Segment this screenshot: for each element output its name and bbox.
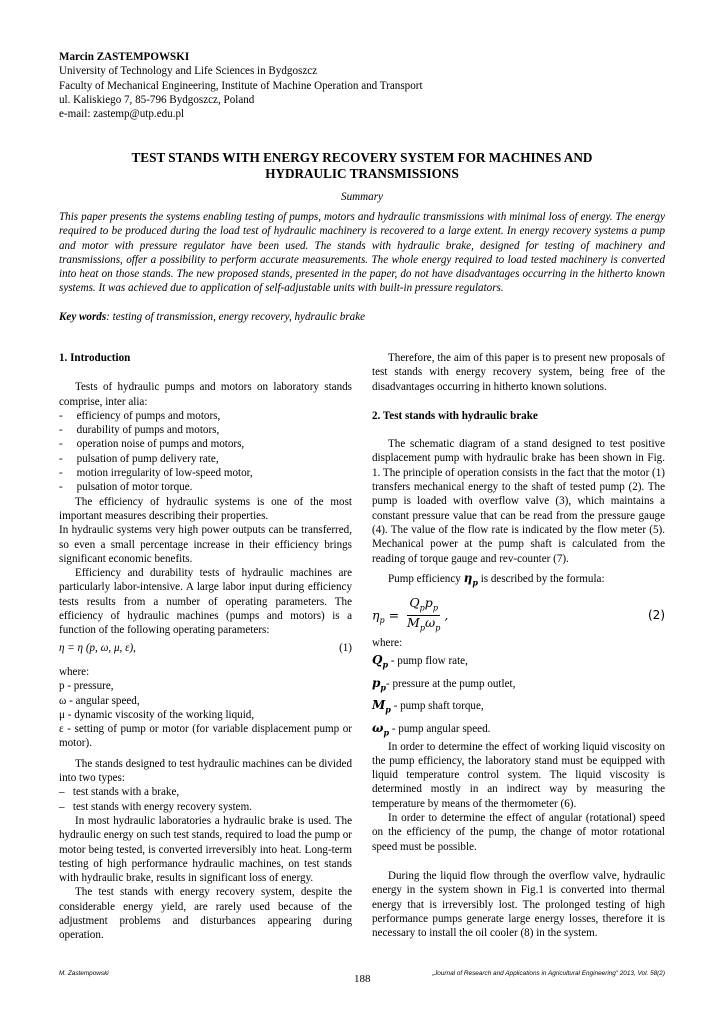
paragraph: The stands designed to test hydraulic machines can be divided into two types: [59,757,352,785]
stand-types-list [59,785,352,814]
list-item: – test stands with a brake, [59,786,180,799]
list-item: - efficiency of pumps and motors, [59,409,221,422]
formula-2 [372,596,665,636]
title-line-1: TEST STANDS WITH ENERGY RECOVERY SYSTEM FOR MACHINES AND [131,150,593,165]
variable-definition: p - pressure, [59,680,114,693]
author-email: e-mail: zastemp@utp.edu.pl [59,108,185,121]
paragraph: Pump efficiency $\eta_p$ is described by the formula: [388,570,605,588]
list-item: - pulsation of motor torque. [59,481,193,494]
list-item: - pulsation of pump delivery rate, [59,452,219,465]
paragraph: In order to determine the effect of angular (rotational) speed on the efficiency of the pump, the change of motor rotational speed must be possible. [372,812,665,853]
variable-definition: $M_p$ - pump shaft torque, [372,698,484,715]
paragraph: During the liquid flow through the overflow valve, hydraulic energy in the system shown in Fig.1 is converted into thermal energy that is irreversibly lost. The prolonged testing of high performance pumps generate large energy losses, therefore it is necessary to install the oil cooler (8) in the system. [372,869,665,940]
formula-2-number: (2) [648,608,665,623]
left-column [59,351,352,943]
variable-definition: $Q_p$ - pump flow rate, [372,652,468,670]
section-heading-hydraulic-brake: 2. Test stands with hydraulic brake [372,409,538,422]
author-address: ul. Kaliskiego 7, 85-796 Bydgoszcz, Poland [59,93,255,106]
keywords-text: : testing of transmission, energy recovery, hydraulic brake [106,311,366,323]
paragraph: In order to determine the effect of working liquid viscosity on the pump efficiency, the laboratory stand must be equipped with liquid temperature control system. The liquid viscosity is determined mostly in an indirect way by measuring the temperature by means of the thermometer (6). [372,740,665,810]
formula-1-expression: η = η (p, ω, μ, ε), [59,641,136,654]
paragraph: In most hydraulic laboratories a hydraulic brake is used. The hydraulic energy on such test stands, required to load the pump or motor being tested, is converted irreversibly into heat. Long-term testing of high performance hydraulic machines, on test stands with hydraulic brake, results in significant loss of energy. [59,814,352,885]
affiliation-faculty: Faculty of Mechanical Engineering, Institute of Machine Operation and Transport [59,79,423,92]
footer-author: M. Zastempowski [59,970,109,977]
paragraph: Tests of hydraulic pumps and motors on laboratory stands comprise, inter alia: [59,381,352,408]
variable-definition: $\omega_p$ - pump angular speed. [372,720,491,738]
paragraph: Therefore, the aim of this paper is to present new proposals of test stands with energy recovery system, being free of the disadvantages occurring in hitherto known solutions. [372,352,665,393]
formula-1 [59,641,352,655]
list-item: - operation noise of pumps and motors, [59,438,245,451]
list-item: - durability of pumps and motors, [59,424,220,437]
paragraph: In hydraulic systems very high power outputs can be transferred, so even a small percentage increase in their efficiency brings significant economic benefits. [59,524,352,565]
variable-definition: μ - dynamic viscosity of the working liquid, [59,708,255,721]
variable-definition: ω - angular speed, [59,694,140,707]
footer-journal: „Journal of Research and Applications in Agricultural Engineering” 2013, Vol. 58(2) [431,970,665,977]
paper-title [59,150,665,182]
right-column [372,351,665,940]
author-name: Marcin ZASTEMPOWSKI [59,51,190,63]
keywords [59,310,665,324]
section-heading-introduction: 1. Introduction [59,352,131,364]
where-label: where: [372,636,403,649]
where-label: where: [59,665,90,678]
variable-definition: ε - setting of pump or motor (for variable displacement pump or motor). [59,723,352,750]
page-number: 188 [354,973,371,985]
paragraph: The schematic diagram of a stand designed to test positive displacement pump with hydraulic brake has been shown in Fig. 1. The principle of operation consists in the fact that the motor (1) transfers mechanical energy to the shaft of tested pump (2). The pump is loaded with overflow valve (3), which maintains a constant pressure value that can be read from the pressure gauge (4). The value of the flow rate is indicated by the flow meter (5). Mechanical power at the pump shaft is calculated from the reading of torque gauge and rev-counter (7). [372,438,665,565]
author-block [59,50,669,121]
paragraph: The test stands with energy recovery system, despite the considerable energy yield, are rarely used because of the adjustment problems and disturbances appearing during operation. [59,886,352,942]
list-item: - motion irregularity of low-speed motor, [59,467,253,480]
test-list [59,409,352,495]
keywords-label: Key words [59,311,107,323]
formula-1-number: (1) [339,641,352,654]
formula-2-expression: $\eta_p$ = $\frac{Q_pp_p}{M_p\omega_p}$ , [372,594,449,633]
paragraph: Efficiency and durability tests of hydraulic machines are particularly labor-intensive. A large labor input during efficiency tests results from a number of operating parameters. The efficiency of hydraulic machines (pumps and motors) is a function of the following operating parameters: [59,567,352,637]
eta-p-symbol: $\eta_p$ [463,570,478,588]
abstract-text: This paper presents the systems enabling testing of pumps, motors and hydraulic transmissions with minimal loss of energy. The energy required to be produced during the load test of hydraulic machinery is recovered to a large extent. In energy recovery systems a pump and motor with pressure regulator have been used. The stands with hydraulic brake, designed for testing of machinery and transmissions, offer a possibility to perform accurate measurements. The whole energy required to load tested machinery is converted into heat on those stands. The new proposed stands, presented in the paper, do not have disadvantages occurring in the hitherto known systems. It was achieved due to application of self-adjustable units with built-in pressure regulators. [59,211,665,295]
paragraph: The efficiency of hydraulic systems is one of the most important measures describing their properties. [59,495,352,522]
summary-heading: Summary [341,191,383,203]
title-line-2: HYDRAULIC TRANSMISSIONS [265,166,459,181]
variable-definition: $p_p-$ pressure at the pump outlet, [372,675,516,692]
list-item: – test stands with energy recovery system. [59,800,252,813]
affiliation-university: University of Technology and Life Sciences in Bydgoszcz [59,65,318,78]
